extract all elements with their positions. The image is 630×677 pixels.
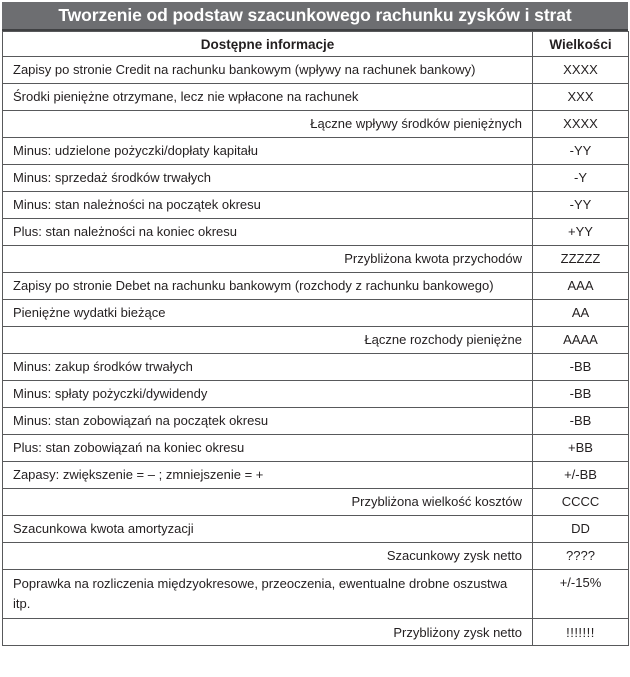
row-label-detail: Zapisy po stronie Debet na rachunku bankowym (rozchody z rachunku bankowego) bbox=[3, 273, 533, 300]
row-value: XXX bbox=[533, 84, 629, 111]
row-label-subtotal: Przybliżona wielkość kosztów bbox=[3, 489, 533, 516]
row-label-detail: Zapasy: zwiększenie = – ; zmniejszenie = + bbox=[3, 462, 533, 489]
table-row bbox=[3, 354, 629, 381]
row-value: -YY bbox=[533, 192, 629, 219]
row-value: XXXX bbox=[533, 111, 629, 138]
row-label-total: Przybliżony zysk netto bbox=[3, 619, 533, 646]
row-value: AAA bbox=[533, 273, 629, 300]
row-label-detail: Zapisy po stronie Credit na rachunku bankowym (wpływy na rachunek bankowy) bbox=[3, 57, 533, 84]
row-value: +/-15% bbox=[533, 570, 629, 619]
row-label-subtotal: Łączne wpływy środków pieniężnych bbox=[3, 111, 533, 138]
row-label-subtotal: Przybliżona kwota przychodów bbox=[3, 246, 533, 273]
table-row bbox=[3, 111, 629, 138]
table-header bbox=[3, 32, 629, 57]
row-value: -BB bbox=[533, 408, 629, 435]
table-row bbox=[3, 165, 629, 192]
row-value: +BB bbox=[533, 435, 629, 462]
row-label-detail: Plus: stan zobowiązań na koniec okresu bbox=[3, 435, 533, 462]
table-row bbox=[3, 246, 629, 273]
row-label-detail: Minus: spłaty pożyczki/dywidendy bbox=[3, 381, 533, 408]
row-value: -Y bbox=[533, 165, 629, 192]
row-value: +YY bbox=[533, 219, 629, 246]
table-row bbox=[3, 138, 629, 165]
estimated-income-statement-table bbox=[2, 31, 629, 646]
row-label-detail: Środki pieniężne otrzymane, lecz nie wpłacone na rachunek bbox=[3, 84, 533, 111]
row-label-detail: Minus: stan należności na początek okresu bbox=[3, 192, 533, 219]
table-row bbox=[3, 273, 629, 300]
row-value: ZZZZZ bbox=[533, 246, 629, 273]
table-row bbox=[3, 619, 629, 646]
row-value: CCCC bbox=[533, 489, 629, 516]
table-header-row bbox=[3, 32, 629, 57]
table-row bbox=[3, 543, 629, 570]
row-value: AA bbox=[533, 300, 629, 327]
row-label-detail: Minus: zakup środków trwałych bbox=[3, 354, 533, 381]
row-value: -BB bbox=[533, 354, 629, 381]
row-label-detail: Minus: sprzedaż środków trwałych bbox=[3, 165, 533, 192]
row-label-detail: Szacunkowa kwota amortyzacji bbox=[3, 516, 533, 543]
row-value: -YY bbox=[533, 138, 629, 165]
table-row bbox=[3, 570, 629, 619]
table-row bbox=[3, 516, 629, 543]
table-row bbox=[3, 84, 629, 111]
table-row bbox=[3, 300, 629, 327]
row-value: XXXX bbox=[533, 57, 629, 84]
column-header-value: Wielkości bbox=[533, 32, 629, 57]
row-value: AAAA bbox=[533, 327, 629, 354]
table-row bbox=[3, 57, 629, 84]
table-row bbox=[3, 219, 629, 246]
table-row bbox=[3, 408, 629, 435]
column-header-info: Dostępne informacje bbox=[3, 32, 533, 57]
row-value: DD bbox=[533, 516, 629, 543]
table-row bbox=[3, 327, 629, 354]
row-label-subtotal: Łączne rozchody pieniężne bbox=[3, 327, 533, 354]
row-label-detail: Plus: stan należności na koniec okresu bbox=[3, 219, 533, 246]
row-label-detail: Minus: udzielone pożyczki/dopłaty kapitału bbox=[3, 138, 533, 165]
table-row bbox=[3, 192, 629, 219]
row-label-subtotal: Szacunkowy zysk netto bbox=[3, 543, 533, 570]
row-value: +/-BB bbox=[533, 462, 629, 489]
table-row bbox=[3, 462, 629, 489]
row-label-detail: Pieniężne wydatki bieżące bbox=[3, 300, 533, 327]
table-row bbox=[3, 381, 629, 408]
row-value: !!!!!!! bbox=[533, 619, 629, 646]
page-title: Tworzenie od podstaw szacunkowego rachunku zysków i strat bbox=[58, 4, 572, 25]
row-label-detail: Minus: stan zobowiązań na początek okresu bbox=[3, 408, 533, 435]
table-row bbox=[3, 435, 629, 462]
table-row bbox=[3, 489, 629, 516]
table-body bbox=[3, 57, 629, 646]
row-value: ???? bbox=[533, 543, 629, 570]
row-label-detail: Poprawka na rozliczenia międzyokresowe, przeoczenia, ewentualne drobne oszustwa itp. bbox=[3, 570, 533, 619]
document-title-bar bbox=[2, 2, 628, 31]
row-value: -BB bbox=[533, 381, 629, 408]
